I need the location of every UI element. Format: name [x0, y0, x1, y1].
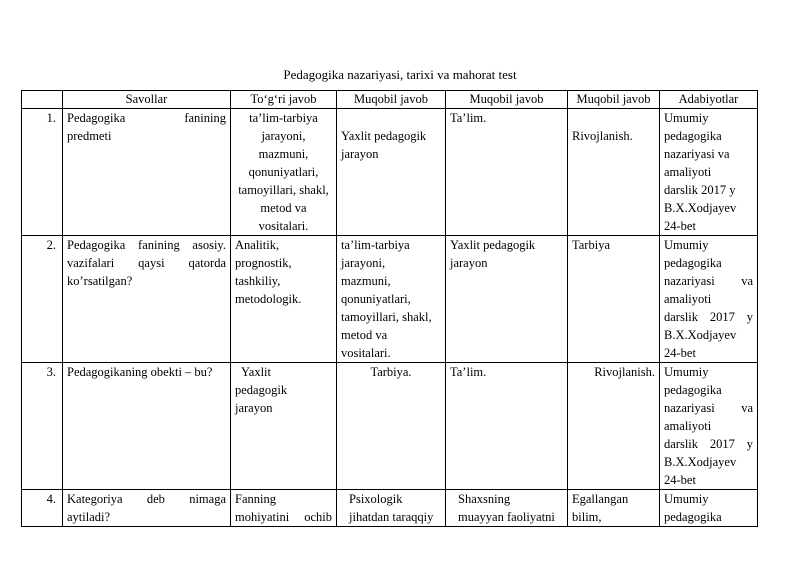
- question-cell: Kategoriya deb nimaga aytiladi?: [63, 490, 231, 527]
- alt-answer-1-cell: Tarbiya.: [337, 363, 446, 490]
- question-cell: Pedagogika fanining predmeti: [63, 109, 231, 236]
- alt-answer-3-cell: Tarbiya: [568, 236, 660, 363]
- row-number: 4.: [22, 490, 63, 527]
- table-row: [22, 363, 758, 490]
- header-references: Adabiyotlar: [660, 91, 758, 109]
- correct-answer-cell: Yaxlit pedagogik jarayon: [231, 363, 337, 490]
- header-correct-answer: To‘g‘ri javob: [231, 91, 337, 109]
- table-row: [22, 236, 758, 363]
- header-savollar: Savollar: [63, 91, 231, 109]
- correct-answer-cell: ta’lim-tarbiya jarayoni, mazmuni, qonuniyatlari, tamoyillari, shakl, metod va vositalari.: [231, 109, 337, 236]
- alt-answer-1-cell: ta’lim-tarbiya jarayoni, mazmuni, qonuniyatlari, tamoyillari, shakl, metod va vositalari.: [337, 236, 446, 363]
- test-table: [21, 90, 758, 527]
- references-cell: Umumiy pedagogika nazariyasi va amaliyoti darslik 2017 y B.X.Xodjayev 24-bet: [660, 236, 758, 363]
- references-cell: Umumiy pedagogika: [660, 490, 758, 527]
- alt-answer-2-cell: Ta’lim.: [446, 109, 568, 236]
- alt-answer-1-cell: Psixologik jihatdan taraqqiy: [337, 490, 446, 527]
- header-number: [22, 91, 63, 109]
- page-title: Pedagogika nazariyasi, tarixi va mahorat test: [283, 67, 517, 82]
- table-row: [22, 109, 758, 236]
- header-alternative-answer-3: Muqobil javob: [568, 91, 660, 109]
- alt-answer-1-cell: Yaxlit pedagogik jarayon: [337, 109, 446, 236]
- alt-answer-3-cell: Egallangan bilim,: [568, 490, 660, 527]
- row-number: 2.: [22, 236, 63, 363]
- references-cell: Umumiy pedagogika nazariyasi va amaliyoti darslik 2017 y B.X.Xodjayev 24-bet: [660, 363, 758, 490]
- header-alternative-answer-2: Muqobil javob: [446, 91, 568, 109]
- row-number: 3.: [22, 363, 63, 490]
- header-row: [22, 91, 758, 109]
- question-cell: Pedagogikaning obekti – bu?: [63, 363, 231, 490]
- alt-answer-3-cell: Rivojlanish.: [568, 109, 660, 236]
- references-cell: Umumiy pedagogika nazariyasi va amaliyoti darslik 2017 y B.X.Xodjayev 24-bet: [660, 109, 758, 236]
- alt-answer-2-cell: Yaxlit pedagogik jarayon: [446, 236, 568, 363]
- question-cell: Pedagogika fanining asosiy. vazifalari qaysi qatorda ko’rsatilgan?: [63, 236, 231, 363]
- alt-answer-3-cell: Rivojlanish.: [568, 363, 660, 490]
- correct-answer-cell: Analitik, prognostik, tashkiliy, metodologik.: [231, 236, 337, 363]
- table-row: [22, 490, 758, 527]
- row-number: 1.: [22, 109, 63, 236]
- header-alternative-answer-1: Muqobil javob: [337, 91, 446, 109]
- alt-answer-2-cell: Ta’lim.: [446, 363, 568, 490]
- alt-answer-2-cell: Shaxsning muayyan faoliyatni: [446, 490, 568, 527]
- correct-answer-cell: Fanning mohiyatini ochib: [231, 490, 337, 527]
